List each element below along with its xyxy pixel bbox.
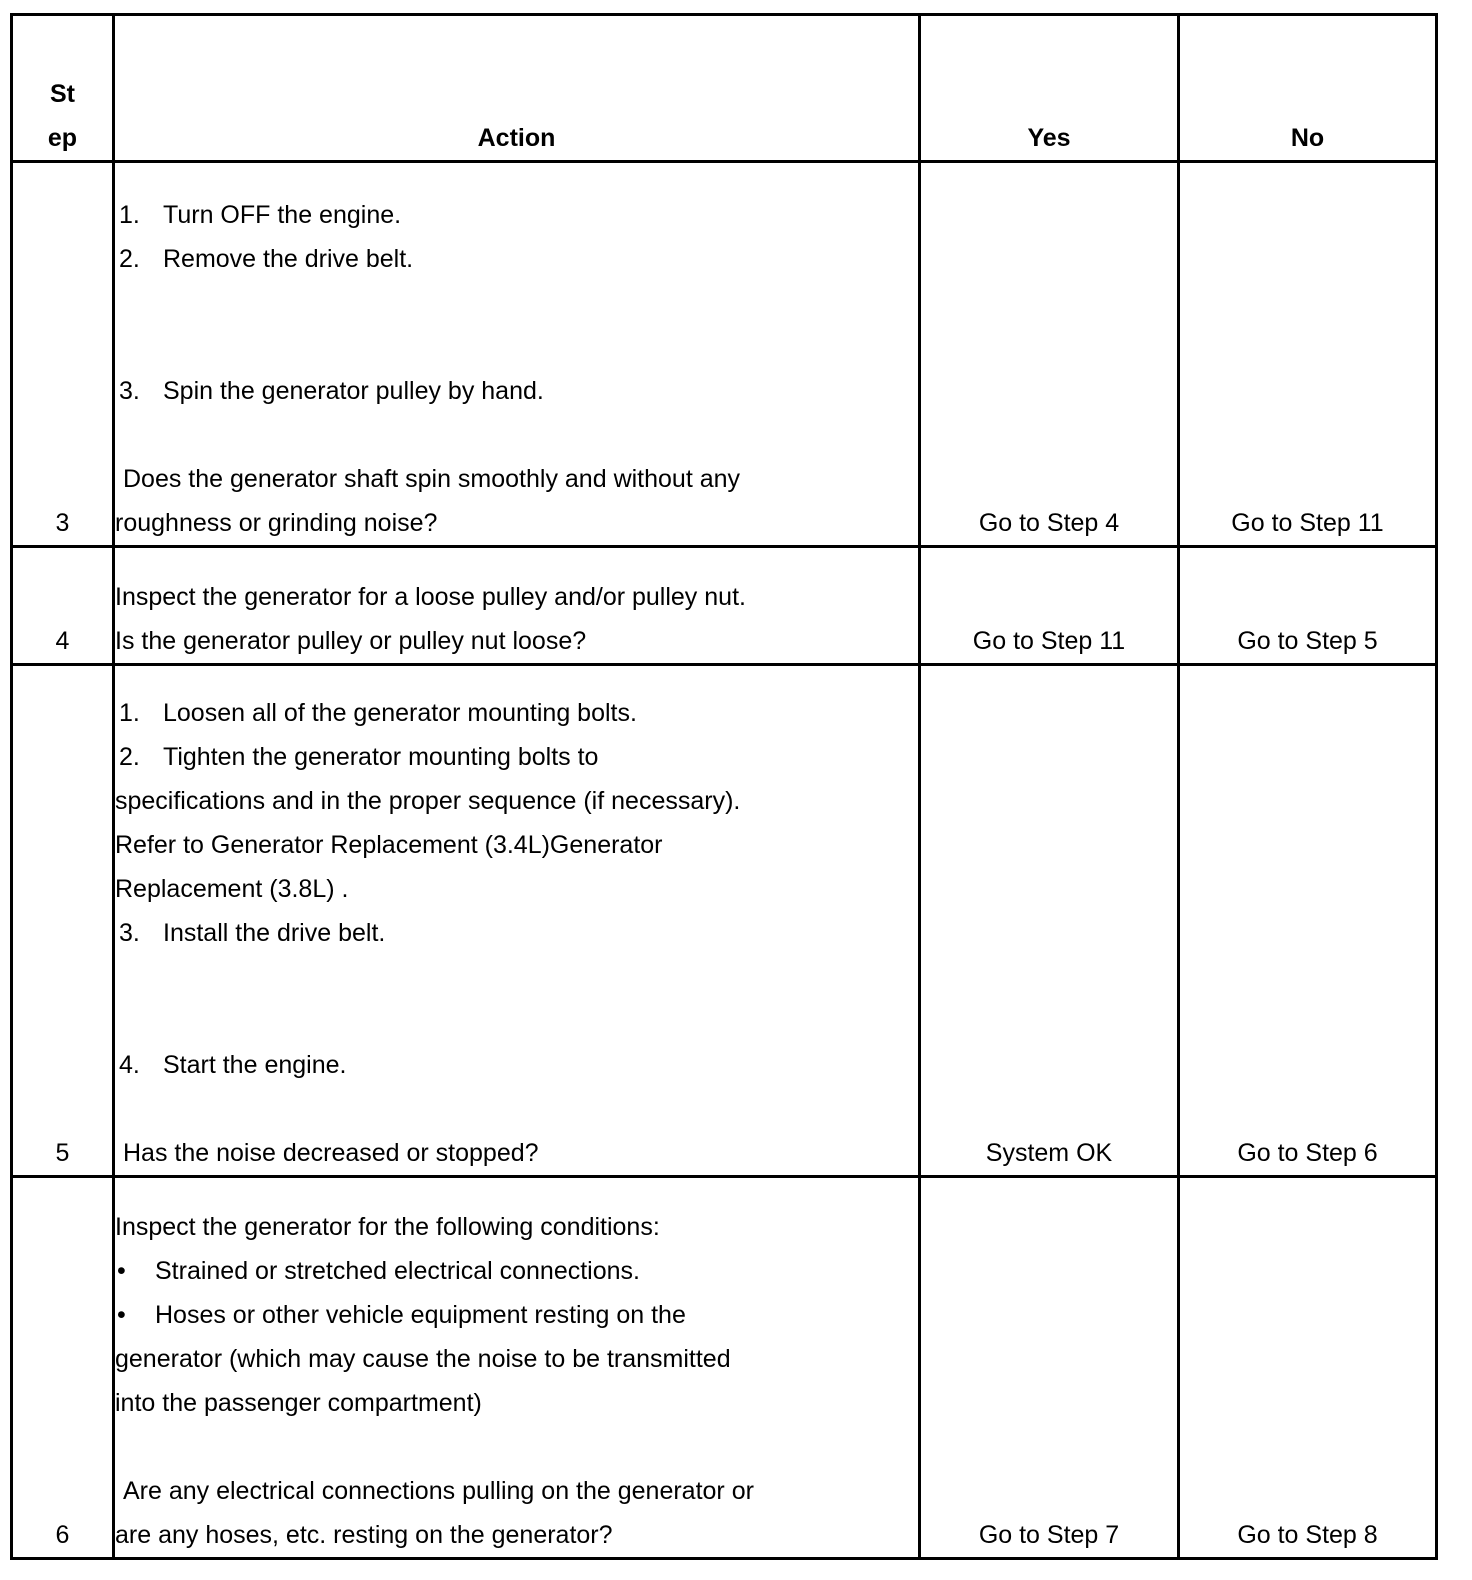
action-cell bbox=[114, 1177, 920, 1559]
no-result: Go to Step 11 bbox=[1179, 162, 1437, 547]
step-number: 3 bbox=[12, 162, 114, 547]
yes-result: Go to Step 7 bbox=[920, 1177, 1179, 1559]
item-number: 3. bbox=[119, 919, 140, 947]
table-row-step-5 bbox=[12, 665, 1437, 1177]
bullet-text: Strained or stretched electrical connections. bbox=[155, 1257, 640, 1285]
table-row-step-3 bbox=[12, 162, 1437, 547]
header-yes: Yes bbox=[920, 15, 1179, 162]
list-item bbox=[115, 237, 918, 281]
diagnostic-table bbox=[10, 13, 1438, 1560]
item-number: 2. bbox=[119, 245, 140, 273]
item-text: Start the engine. bbox=[163, 1051, 347, 1079]
header-no: No bbox=[1179, 15, 1437, 162]
item-number: 1. bbox=[119, 699, 140, 727]
no-result: Go to Step 8 bbox=[1179, 1177, 1437, 1559]
action-text: Inspect the generator for a loose pulley and/or pulley nut. bbox=[115, 583, 746, 611]
no-result: Go to Step 6 bbox=[1179, 665, 1437, 1177]
header-step bbox=[12, 15, 114, 162]
item-text: Tighten the generator mounting bolts to bbox=[163, 743, 599, 771]
bullet-text: Hoses or other vehicle equipment resting on the bbox=[155, 1301, 686, 1329]
list-item bbox=[115, 193, 918, 237]
bullet-item bbox=[115, 1293, 918, 1337]
spacer bbox=[115, 281, 918, 369]
header-step-line2: ep bbox=[47, 124, 78, 152]
item-number: 3. bbox=[119, 377, 140, 405]
yes-result: Go to Step 11 bbox=[920, 547, 1179, 665]
action-cell bbox=[114, 547, 920, 665]
step-number: 5 bbox=[12, 665, 114, 1177]
no-result: Go to Step 5 bbox=[1179, 547, 1437, 665]
question-text: Are any electrical connections pulling on the generator or bbox=[123, 1477, 754, 1505]
header-action: Action bbox=[114, 15, 920, 162]
yes-result: Go to Step 4 bbox=[920, 162, 1179, 547]
action-text: Inspect the generator for the following conditions: bbox=[115, 1213, 660, 1241]
yes-result: System OK bbox=[920, 665, 1179, 1177]
item-continuation: specifications and in the proper sequence (if necessary). bbox=[115, 787, 741, 815]
list-item bbox=[115, 911, 918, 955]
bullet-continuation: generator (which may cause the noise to be transmitted bbox=[115, 1345, 731, 1373]
action-cell bbox=[114, 665, 920, 1177]
item-text: Install the drive belt. bbox=[163, 919, 386, 947]
bullet-mark: • bbox=[117, 1257, 126, 1285]
list-item bbox=[115, 735, 918, 779]
step-number: 6 bbox=[12, 1177, 114, 1559]
question-text: Has the noise decreased or stopped? bbox=[123, 1139, 539, 1167]
question-text: roughness or grinding noise? bbox=[115, 509, 438, 537]
spacer bbox=[115, 955, 918, 1043]
question-text: Is the generator pulley or pulley nut loose? bbox=[115, 627, 587, 655]
question-text: Does the generator shaft spin smoothly and without any bbox=[123, 465, 741, 493]
list-item bbox=[115, 369, 918, 413]
bullet-continuation: into the passenger compartment) bbox=[115, 1389, 482, 1417]
item-number: 2. bbox=[119, 743, 140, 771]
spacer bbox=[115, 1087, 918, 1131]
item-continuation: Refer to Generator Replacement (3.4L)Generator bbox=[115, 831, 663, 859]
item-number: 4. bbox=[119, 1051, 140, 1079]
header-step-line1: St bbox=[50, 80, 75, 108]
list-item bbox=[115, 1043, 918, 1087]
table-row-step-6 bbox=[12, 1177, 1437, 1559]
list-item bbox=[115, 691, 918, 735]
item-text: Loosen all of the generator mounting bolts. bbox=[163, 699, 637, 727]
item-number: 1. bbox=[119, 201, 140, 229]
step-number: 4 bbox=[12, 547, 114, 665]
spacer bbox=[115, 1425, 918, 1469]
item-continuation: Replacement (3.8L) . bbox=[115, 875, 349, 903]
table-row-step-4 bbox=[12, 547, 1437, 665]
spacer bbox=[115, 413, 918, 457]
item-text: Turn OFF the engine. bbox=[163, 201, 402, 229]
item-text: Spin the generator pulley by hand. bbox=[163, 377, 544, 405]
bullet-item bbox=[115, 1249, 918, 1293]
action-cell bbox=[114, 162, 920, 547]
bullet-mark: • bbox=[117, 1301, 126, 1329]
question-text: are any hoses, etc. resting on the generator? bbox=[115, 1521, 613, 1549]
table-header-row bbox=[12, 15, 1437, 162]
item-text: Remove the drive belt. bbox=[163, 245, 414, 273]
